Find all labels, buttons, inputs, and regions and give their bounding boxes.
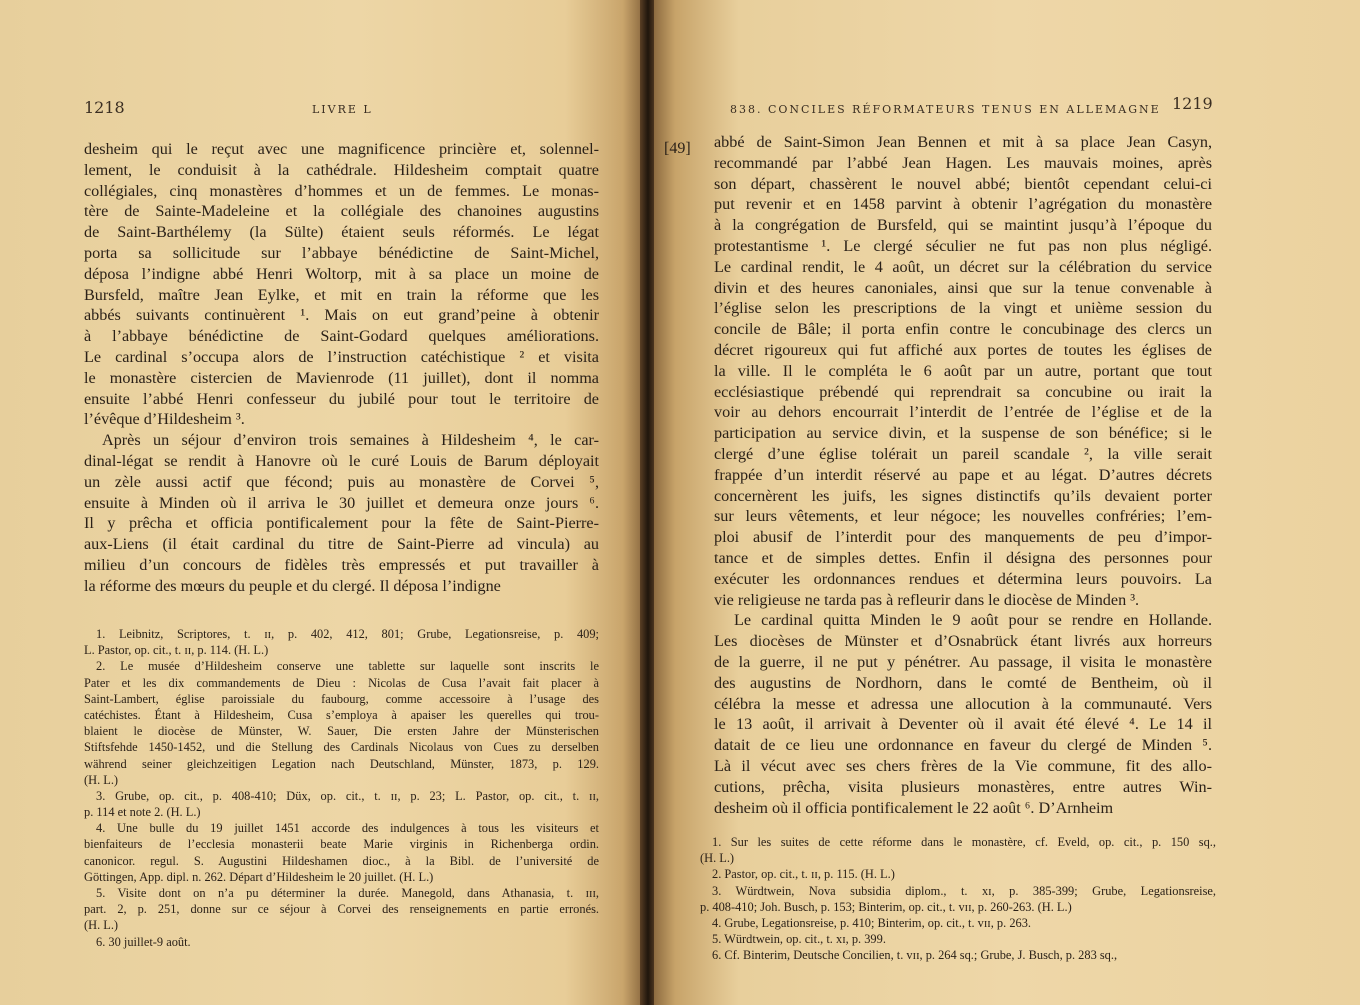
right-body-line: célébra la messe et adressa une allocution à la communauté. Vers bbox=[714, 694, 1212, 713]
right-body-line: vie religieuse ne tarda pas à refleurir dans le diocèse de Minden ³. bbox=[714, 590, 1140, 609]
left-footnotes bbox=[84, 626, 599, 950]
left-footnote-line: Stiftsfehde 1450-1452, und die Stellung des Cardinals Nicolaus von Cues zu derselben bbox=[84, 740, 599, 755]
left-body-line: milieu d’un concours de fidèles très empressés et put travailler à bbox=[84, 555, 599, 574]
right-body-line: recommandé par l’abbé Jean Hagen. Les mauvais moines, après bbox=[714, 153, 1212, 172]
right-footnote-line: p. 408-410; Joh. Busch, p. 153; Binterim, op. cit., t. vɪɪ, p. 260-263. (H. L.) bbox=[700, 899, 1072, 914]
right-body-line: le 13 août, il arrivait à Deventer où il avait été élevé ⁴. Le 14 il bbox=[714, 715, 1212, 734]
left-body-line: de Saint-Barthélemy (la Sülte) étaient seuls réformés. Le légat bbox=[84, 223, 599, 242]
right-footnote-line: 6. Cf. Binterim, Deutsche Concilien, t. vɪɪ, p. 264 sq.; Grube, J. Busch, p. 283 sq., bbox=[712, 948, 1118, 963]
left-footnote-line: während seiner gleichzeitigen Legation nach Deutschland, Münster, 1873, p. 129. bbox=[84, 756, 599, 771]
right-footnote-line: (H. L.) bbox=[700, 851, 735, 866]
left-footnote-line: p. 114 et note 2. (H. L.) bbox=[84, 805, 201, 820]
left-page bbox=[0, 0, 642, 1005]
left-body-line: la réforme des mœurs du peuple et du clergé. Il déposa l’indigne bbox=[84, 576, 501, 595]
left-body-line: Il y prêcha et officia pontificalement pour la fête de Saint-Pierre- bbox=[84, 514, 599, 533]
right-body-line: abbé de Saint-Simon Jean Bennen et mit à sa place Jean Casyn, bbox=[714, 133, 1212, 151]
right-body-line: frappée d’un interdit réservé au pape et au légat. D’autres décrets bbox=[714, 465, 1212, 484]
right-body-line: datait de ce lieu une ordonnance en faveur du clergé de Minden ⁵. bbox=[714, 736, 1212, 755]
left-body-line: Bursfeld, maître Jean Eylke, et mit en train la réforme que les bbox=[84, 285, 599, 304]
right-page bbox=[654, 0, 1360, 1005]
left-footnote-line: 1. Leibnitz, Scriptores, t. ɪɪ, p. 402, 412, 801; Grube, Legationsreise, p. 409; bbox=[96, 627, 599, 641]
right-body-line: la ville. Il le compléta le 6 août par un autre, portant que tout bbox=[714, 361, 1212, 380]
right-footnote-line: 5. Würdtwein, op. cit., t. xɪ, p. 399. bbox=[712, 932, 886, 947]
left-footnote-line: 3. Grube, op. cit., p. 408-410; Düx, op. cit., t. ɪɪ, p. 23; L. Pastor, op. cit., t. ɪɪ, bbox=[96, 788, 599, 803]
left-footnote-line: 2. Le musée d’Hildesheim conserve une tablette sur laquelle sont inscrits le bbox=[96, 659, 599, 674]
right-footnote-line: 2. Pastor, op. cit., t. ɪɪ, p. 115. (H. L.) bbox=[712, 867, 895, 882]
left-footnote-line: part. 2, p. 251, donne sur ce séjour à Corvei des renseignements en partie erronés. bbox=[84, 902, 599, 917]
right-body-line: voir au dehors encourrait l’interdit de l’entrée de l’église et de la bbox=[714, 403, 1212, 422]
left-body-line: déposa l’indigne abbé Henri Woltorp, mit à sa place un moine de bbox=[84, 264, 599, 283]
right-body-line: de la guerre, il ne put y pénétrer. Au passage, il visita le monastère bbox=[714, 652, 1212, 671]
left-body-line: un zèle aussi actif que fécond; puis au monastère de Corvei ⁵, bbox=[84, 472, 599, 491]
left-body-line: dinal-légat se rendit à Hanovre où le curé Louis de Barum déployait bbox=[84, 451, 599, 470]
margin-reference: [49] bbox=[664, 140, 691, 157]
right-footnote-line: 4. Grube, Legationsreise, p. 410; Binterim, op. cit., t. vɪɪ, p. 263. bbox=[712, 915, 1032, 930]
left-body-line: tère de Sainte-Madeleine et la collégiale des chanoines augustins bbox=[84, 202, 599, 221]
right-footnote-line: 1. Sur les suites de cette réforme dans le monastère, cf. Eveld, op. cit., p. 150 sq., bbox=[712, 835, 1216, 849]
right-body-line: clergé d’une église tolérait un pareil scandale ², la ville serait bbox=[714, 444, 1212, 463]
right-body-line: ecclésiastique prébendé qui reprendrait sa concubine ou irait la bbox=[714, 382, 1212, 401]
left-body-line: Après un séjour d’environ trois semaines à Hildesheim ⁴, le car- bbox=[102, 431, 599, 450]
left-footnote-line: catéchistes. Étant à Hildesheim, Cusa s’employa à apaiser les querelles qui trou- bbox=[84, 707, 599, 722]
left-footnote-line: bienfaiteurs de l’ecclesia monasterii beate Marie virginis in Richenberga ordin. bbox=[84, 837, 599, 852]
left-footnote-line: Saint-Lambert, église paroissiale du faubourg, comme accessoire à l’usage des bbox=[84, 691, 599, 706]
right-body-line: Le cardinal rendit, le 4 août, un décret sur la célébration du service bbox=[714, 257, 1212, 276]
right-running-title: 838. CONCILES RÉFORMATEURS TENUS EN ALLEMAGNE bbox=[730, 103, 1161, 116]
right-body-line: Le cardinal quitta Minden le 9 août pour se rendre en Hollande. bbox=[734, 611, 1212, 630]
left-body-text bbox=[84, 139, 599, 597]
left-body-line: l’évêque d’Hildesheim ³. bbox=[84, 410, 245, 429]
left-footnote-line: 5. Visite dont on n’a pu déterminer la durée. Manegold, dans Athanasia, t. ɪɪɪ, bbox=[96, 886, 599, 900]
right-body-line: Là il vécut avec ses chers frères de la Vie commune, fit des allo- bbox=[714, 756, 1212, 775]
left-footnote-line: (H. L.) bbox=[84, 918, 119, 933]
left-footnote-line: (H. L.) bbox=[84, 772, 119, 787]
left-footnote-line: blaient le diocèse de Münster, W. Sauer, Die ersten Jahre der Münsterischen bbox=[84, 724, 599, 739]
left-body-line: collégiales, cinq monastères d’hommes et un de femmes. Le monas- bbox=[84, 181, 599, 200]
left-footnote-line: Göttingen, App. dipl. n. 262. Départ d’Hildesheim le 20 juillet. (H. L.) bbox=[84, 869, 434, 884]
right-body-line: tance et de simples dettes. Enfin il désigna des personnes pour bbox=[714, 548, 1212, 567]
left-body-line: aux-Liens (il était cardinal du titre de Saint-Pierre ad vincula) au bbox=[84, 535, 599, 554]
right-body-line: son départ, chassèrent le nouvel abbé; bientôt cependant celui-ci bbox=[714, 174, 1212, 193]
right-body-line: divin et des heures canoniales, ainsi que sur la tenue convenable à bbox=[714, 278, 1212, 297]
left-running-title: LIVRE L bbox=[312, 103, 373, 116]
right-body-line: participation au service divin, et la suspense de son bénéfice; si le bbox=[714, 424, 1212, 443]
right-body-line: Les diocèses de Münster et d’Osnabrück étant livrés aux horreurs bbox=[714, 632, 1212, 651]
right-body-line: protestantisme ¹. Le clergé séculier ne fut pas non plus négligé. bbox=[714, 236, 1212, 255]
left-footnote-line: canonicor. regul. S. Augustini Hildeshamen dioc., à la Bibl. de l’université de bbox=[84, 853, 599, 868]
left-body-line: ensuite à Minden où il arriva le 30 juillet et demeura onze jours ⁶. bbox=[84, 493, 599, 512]
right-body-line: des augustins de Nordhorn, dans le comté de Bentheim, où il bbox=[714, 673, 1212, 692]
right-footnotes bbox=[700, 834, 1216, 964]
right-body-line: l’église selon les prescriptions de la vingt et unième session du bbox=[714, 299, 1212, 318]
right-body-line: exécuter les ordonnances rendues et détermina leurs pouvoirs. La bbox=[714, 569, 1212, 588]
right-footnote-line: 3. Würdtwein, Nova subsidia diplom., t. xɪ, p. 385-399; Grube, Legationsreise, bbox=[712, 883, 1216, 898]
right-body-line: ploi abusif de l’interdit pour des manquements de peu d’impor- bbox=[714, 528, 1212, 547]
right-body-line: desheim où il officia pontificalement le 22 août ⁶. D’Arnheim bbox=[714, 798, 1114, 817]
left-body-line: à l’abbaye bénédictine de Saint-Godard quelques améliorations. bbox=[84, 327, 599, 346]
left-footnote-line: L. Pastor, op. cit., t. ɪɪ, p. 114. (H. L.) bbox=[84, 643, 269, 658]
left-body-line: porta sa sollicitude sur l’abbaye bénédictine de Saint-Michel, bbox=[84, 243, 599, 262]
left-body-line: ensuite l’abbé Henri confesseur du jubilé pour tout le territoire de bbox=[84, 389, 599, 408]
right-body-line: décret rigoureux qui fut affiché aux portes de toutes les églises de bbox=[714, 340, 1212, 359]
right-body-line: concernèrent les juifs, les signes distinctifs qu’ils devaient porter bbox=[714, 486, 1212, 505]
left-body-line: abbés suivants continuèrent ¹. Mais on eut grand’peine à obtenir bbox=[84, 306, 599, 325]
right-body-line: concile de Bâle; il porta enfin contre le concubinage des clercs un bbox=[714, 320, 1212, 339]
right-body-line: à la congrégation de Bursfeld, qui se maintint jusqu’à l’époque du bbox=[714, 216, 1212, 235]
right-body-text bbox=[696, 132, 1212, 818]
left-body-line: lement, le conduisit à la cathédrale. Hildesheim comptait quatre bbox=[84, 160, 599, 179]
left-body-line: Le cardinal s’occupa alors de l’instruction catéchistique ² et visita bbox=[84, 347, 599, 366]
left-footnote-line: 4. Une bulle du 19 juillet 1451 accorde des indulgences à tous les visiteurs et bbox=[96, 821, 599, 836]
right-page-number: 1219 bbox=[1172, 94, 1213, 113]
left-footnote-line: Pater et les dix commandements de Dieu : Nicolas de Cusa l’avait fait placer à bbox=[84, 675, 599, 690]
left-page-number: 1218 bbox=[84, 98, 125, 117]
right-body-line: cutions, prêcha, visita plusieurs monastères, entre autres Win- bbox=[714, 777, 1212, 796]
left-body-line: le monastère cistercien de Mavienrode (11 juillet), dont il nomma bbox=[84, 368, 599, 387]
right-body-line: sur leurs vêtements, et leur négoce; les nouvelles confréries; l’em- bbox=[714, 507, 1212, 526]
right-body-line: put revenir et en 1458 parvint à obtenir l’agrégation du monastère bbox=[714, 195, 1212, 214]
left-body-line: desheim qui le reçut avec une magnificence princière et, solennel- bbox=[84, 140, 599, 158]
left-footnote-line: 6. 30 juillet-9 août. bbox=[96, 934, 191, 949]
